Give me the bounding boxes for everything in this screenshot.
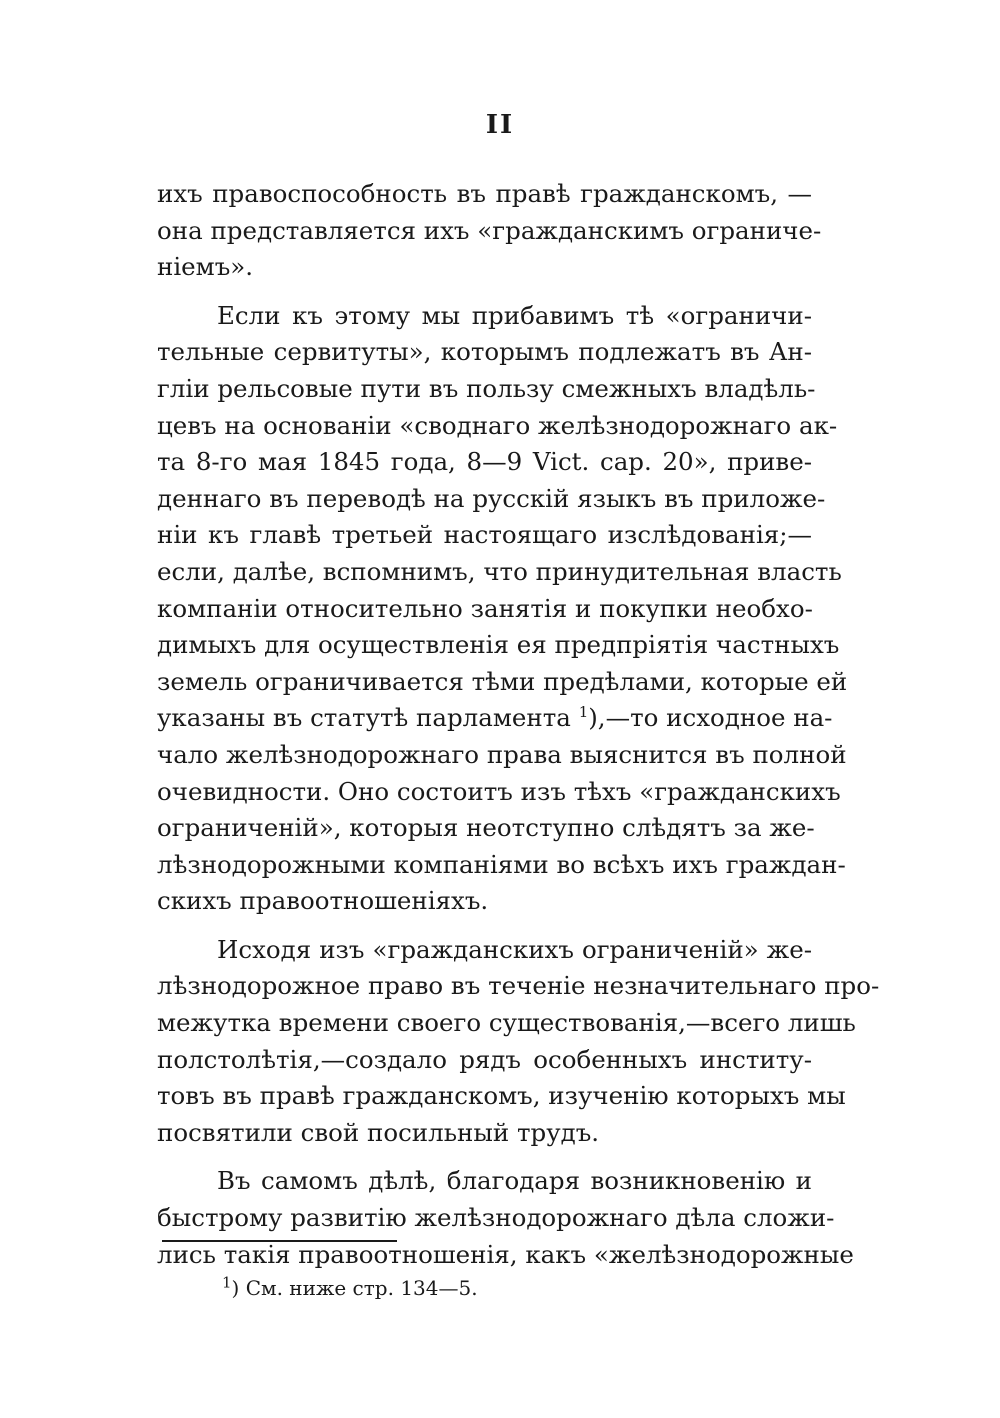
text-segment: ),—то исходное на- bbox=[588, 703, 833, 733]
text-line: лѣзнодорожное право въ теченіе незначительнаго про- bbox=[157, 971, 880, 1001]
text-line: лѣзнодорожными компаніями во всѣхъ ихъ граждан- bbox=[157, 849, 846, 879]
text-line: посвятили свой посильный трудъ. bbox=[157, 1117, 600, 1147]
footnote-reference[interactable]: 1 bbox=[578, 703, 589, 722]
footnote-divider bbox=[162, 1240, 397, 1242]
text-line: лись такія правоотношенія, какъ «желѣзнодорожные bbox=[157, 1239, 854, 1269]
text-line: если, далѣе, вспомнимъ, что принудительная власть bbox=[157, 556, 842, 586]
text-line: димыхъ для осуществленія ея предпріятія частныхъ bbox=[157, 630, 840, 660]
text-line: земель ограничивается тѣми предѣлами, которые ей bbox=[157, 666, 848, 696]
text-line: быстрому развитію желѣзнодорожнаго дѣла сложи- bbox=[157, 1203, 835, 1233]
text-line: межутка времени своего существованія,—всего лишь bbox=[157, 1008, 856, 1038]
footnote-mark: 1 bbox=[222, 1273, 232, 1292]
footnote bbox=[222, 1274, 478, 1302]
footnote-text: ) См. ниже стр. 134—5. bbox=[231, 1276, 478, 1300]
text-line: товъ въ правѣ гражданскомъ, изученію которыхъ мы bbox=[157, 1081, 846, 1111]
text-line: ніи къ главѣ третьей настоящаго изслѣдованія;— bbox=[157, 520, 812, 550]
text-line: скихъ правоотношеніяхъ. bbox=[157, 886, 489, 916]
text-line: ограниченій», которыя неотступно слѣдятъ за же- bbox=[157, 813, 815, 843]
text-line: тельные сервитуты», которымъ подлежатъ въ Ан- bbox=[157, 337, 812, 367]
text-line: компаніи относительно занятія и покупки необхо- bbox=[157, 593, 813, 623]
text-line: Исходя изъ «гражданскихъ ограниченій» же- bbox=[217, 934, 812, 964]
text-line: та 8-го мая 1845 года, 8—9 Vict. cap. 20», приве- bbox=[157, 447, 812, 477]
text-line: цевъ на основаніи «своднаго желѣзнодорожнаго ак- bbox=[157, 410, 838, 440]
text-line: Въ самомъ дѣлѣ, благодаря возникновенію и bbox=[217, 1166, 812, 1196]
text-line-with-footnote-ref bbox=[157, 700, 833, 737]
text-line: Если къ этому мы прибавимъ тѣ «ограничи- bbox=[217, 300, 812, 330]
page-number: II bbox=[485, 110, 515, 140]
text-line: деннаго въ переводѣ на русскій языкъ въ приложе- bbox=[157, 483, 826, 513]
text-line: ихъ правоспособность въ правѣ гражданскомъ, — bbox=[157, 179, 812, 208]
text-line: гліи рельсовые пути въ пользу смежныхъ владѣль- bbox=[157, 373, 816, 403]
text-line: полстолѣтія,—создало рядъ особенныхъ институ- bbox=[157, 1044, 812, 1074]
text-line: она представляется ихъ «гражданскимъ ограниче- bbox=[157, 215, 822, 245]
body-text bbox=[157, 176, 880, 1273]
text-line: очевидности. Оно состоитъ изъ тѣхъ «гражданскихъ bbox=[157, 776, 841, 806]
text-segment: указаны въ статутѣ парламента bbox=[157, 703, 579, 733]
text-line: чало желѣзнодорожнаго права выяснится въ полной bbox=[157, 739, 847, 769]
text-line: ніемъ». bbox=[157, 252, 254, 282]
